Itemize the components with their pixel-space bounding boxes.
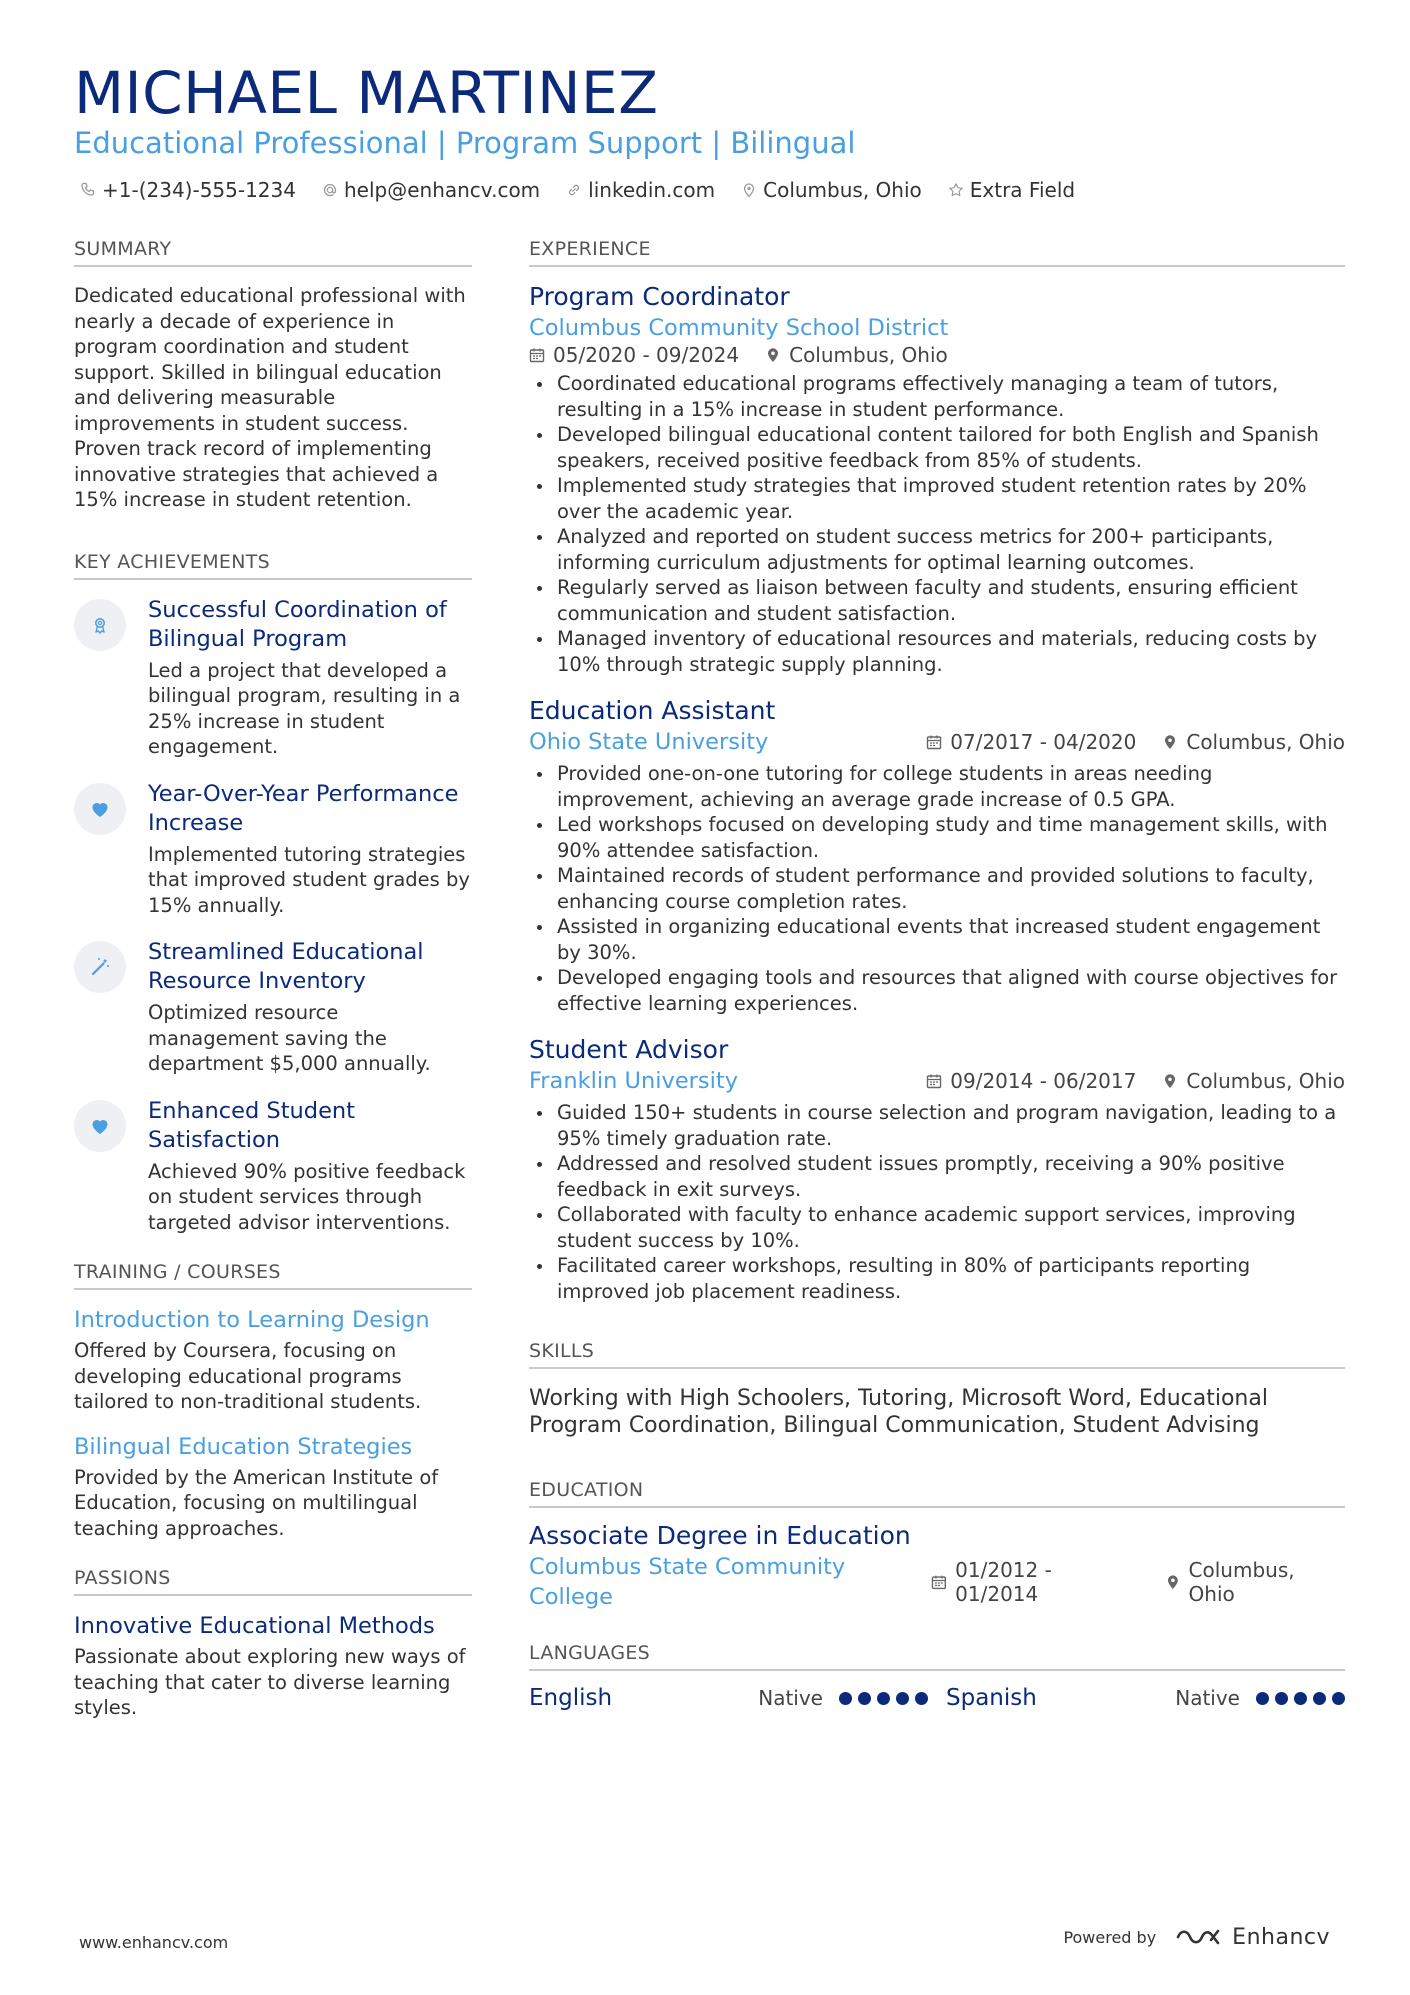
skills-text: Working with High Schoolers, Tutoring, Microsoft Word, Educational Program Coordination, Bilingual Communication, Student Advising	[529, 1386, 1268, 1438]
contact-phone-text: +1-(234)-555-1234	[102, 178, 296, 202]
achievement-title: Streamlined Educational Resource Inventory	[148, 939, 424, 994]
achievement-item	[74, 780, 472, 919]
job-bullet: Implemented study strategies that improved student retention rates by 20% over the academic year.	[529, 473, 1345, 524]
magic-wand-icon	[74, 941, 126, 993]
language-level: Native	[758, 1686, 823, 1710]
star-icon	[948, 182, 964, 198]
calendar-icon	[529, 347, 545, 363]
rating-dot	[877, 1692, 890, 1705]
left-column	[74, 238, 472, 1721]
rating-dot	[1275, 1692, 1288, 1705]
brand-logo[interactable]	[1174, 1924, 1330, 1950]
contact-extra-text: Extra Field	[969, 178, 1076, 202]
education-location-text: Columbus, Ohio	[1188, 1558, 1295, 1606]
location-icon	[741, 182, 757, 198]
education-section	[529, 1479, 1345, 1612]
job-title: Program Coordinator	[529, 282, 790, 311]
contact-linkedin[interactable]	[566, 178, 715, 202]
contact-email[interactable]	[322, 178, 540, 202]
education-location	[1165, 1558, 1345, 1606]
candidate-name: MICHAEL MARTINEZ	[74, 59, 659, 127]
achievement-item	[74, 596, 472, 760]
job-company: Franklin University	[529, 1068, 739, 1094]
link-icon	[566, 182, 582, 198]
job-title: Education Assistant	[529, 696, 776, 725]
job-bullet: Led workshops focused on developing study and time management skills, with 90% attendee satisfaction.	[529, 812, 1345, 863]
experience-heading: EXPERIENCE	[529, 238, 1345, 267]
location-icon	[1162, 734, 1178, 750]
course-item	[74, 1306, 472, 1415]
summary-heading: SUMMARY	[74, 238, 472, 267]
job-bullet: Developed bilingual educational content tailored for both English and Spanish speakers, received positive feedback from 85% of students.	[529, 422, 1345, 473]
job-bullet: Coordinated educational programs effectively managing a team of tutors, resulting in a 15% increase in student performance.	[529, 371, 1345, 422]
job-dates-text: 09/2014 - 06/2017	[950, 1069, 1137, 1093]
location-icon	[765, 347, 781, 363]
award-icon	[74, 599, 126, 651]
achievement-text: Implemented tutoring strategies that improved student grades by 15% annually.	[148, 842, 470, 917]
languages-heading: LANGUAGES	[529, 1642, 1345, 1671]
education-dates-text: 01/2012 - 01/2014	[955, 1558, 1052, 1606]
education-dates	[931, 1558, 1138, 1606]
job-meta	[926, 730, 1345, 754]
course-text: Provided by the American Institute of Education, focusing on multilingual teaching approaches.	[74, 1465, 439, 1540]
achievement-text: Led a project that developed a bilingual program, resulting in a 25% increase in student engagement.	[148, 658, 461, 758]
course-item	[74, 1433, 472, 1542]
job-location-text: Columbus, Ohio	[789, 343, 948, 367]
course-title: Introduction to Learning Design	[74, 1307, 430, 1333]
contact-extra	[948, 178, 1075, 202]
achievement-title: Successful Coordination of Bilingual Program	[148, 596, 447, 652]
rating-dot	[858, 1692, 871, 1705]
achievement-title: Year-Over-Year Performance Increase	[148, 780, 459, 836]
heart-icon	[74, 783, 126, 835]
footer-branding	[1063, 1924, 1330, 1950]
school-name: Columbus State Community College	[529, 1554, 846, 1610]
contact-location-text: Columbus, Ohio	[763, 178, 922, 202]
education-meta	[931, 1558, 1345, 1606]
job-title: Student Advisor	[529, 1035, 729, 1064]
education-heading: EDUCATION	[529, 1479, 1345, 1508]
calendar-icon	[931, 1574, 947, 1590]
course-text: Offered by Coursera, focusing on developing educational programs tailored to non-traditional students.	[74, 1339, 422, 1413]
enhancv-logo-icon	[1174, 1924, 1222, 1950]
brand-name: Enhancv	[1232, 1924, 1330, 1950]
contact-linkedin-text: linkedin.com	[588, 178, 716, 202]
job-location-text: Columbus, Ohio	[1186, 730, 1345, 754]
job-dates-text: 07/2017 - 04/2020	[950, 730, 1137, 754]
job-dates	[529, 343, 739, 367]
skills-section	[529, 1340, 1345, 1439]
rating-dot	[896, 1692, 909, 1705]
achievements-heading: KEY ACHIEVEMENTS	[74, 551, 472, 580]
achievement-item	[74, 938, 472, 1077]
rating-dot	[915, 1692, 928, 1705]
right-column	[529, 238, 1345, 1711]
job-dates	[926, 1069, 1136, 1093]
job-bullet: Developed engaging tools and resources that aligned with course objectives for effective learning experiences.	[529, 965, 1345, 1016]
job-entry	[529, 281, 1345, 677]
job-bullets	[529, 1100, 1345, 1304]
contact-bar	[80, 178, 1075, 202]
location-icon	[1165, 1574, 1181, 1590]
language-rating	[839, 1692, 928, 1705]
contact-email-text: help@enhancv.com	[343, 178, 541, 202]
skills-heading: SKILLS	[529, 1340, 1345, 1369]
job-bullet: Provided one-on-one tutoring for college students in areas needing improvement, achieving an average grade increase of 0.5 GPA.	[529, 761, 1345, 812]
rating-dot	[1313, 1692, 1326, 1705]
job-company: Columbus Community School District	[529, 315, 949, 341]
job-bullet: Facilitated career workshops, resulting in 80% of participants reporting improved job placement readiness.	[529, 1253, 1345, 1304]
calendar-icon	[926, 1073, 942, 1089]
rating-dot	[1294, 1692, 1307, 1705]
job-bullet: Analyzed and reported on student success metrics for 200+ participants, informing curriculum adjustments for optimal learning outcomes.	[529, 524, 1345, 575]
language-item	[946, 1685, 1345, 1711]
job-location	[765, 343, 948, 367]
job-dates	[926, 730, 1136, 754]
language-name: English	[529, 1685, 613, 1711]
summary-section	[74, 238, 472, 513]
job-bullets	[529, 761, 1345, 1016]
summary-text: Dedicated educational professional with nearly a decade of experience in program coordination and student support. Skilled in bilingual education and delivering measurable improvements in student success. Proven track record of implementing innovative strategies that achieved a 15% increase in student retention.	[74, 284, 466, 511]
job-bullet: Guided 150+ students in course selection and program navigation, leading to a 95% timely graduation rate.	[529, 1100, 1345, 1151]
job-bullet: Regularly served as liaison between faculty and students, ensuring efficient communication and student satisfaction.	[529, 575, 1345, 626]
job-bullet: Managed inventory of educational resources and materials, reducing costs by 10% through strategic supply planning.	[529, 626, 1345, 677]
location-icon	[1162, 1073, 1178, 1089]
languages-section	[529, 1642, 1345, 1711]
powered-by-label: Powered by	[1063, 1927, 1157, 1947]
headline: Educational Professional | Program Support | Bilingual	[74, 126, 856, 160]
job-bullets	[529, 371, 1345, 677]
job-company: Ohio State University	[529, 729, 769, 755]
achievement-title: Enhanced Student Satisfaction	[148, 1097, 356, 1153]
job-meta	[926, 1069, 1345, 1093]
job-bullet: Assisted in organizing educational events that increased student engagement by 30%.	[529, 914, 1345, 965]
rating-dot	[1332, 1692, 1345, 1705]
footer-website[interactable]: www.enhancv.com	[79, 1933, 229, 1952]
job-entry	[529, 1034, 1345, 1304]
job-entry	[529, 695, 1345, 1016]
passion-title: Innovative Educational Methods	[74, 1613, 435, 1639]
language-name: Spanish	[946, 1685, 1037, 1711]
job-meta	[529, 343, 1345, 367]
at-icon	[322, 182, 338, 198]
rating-dot	[839, 1692, 852, 1705]
job-bullet: Addressed and resolved student issues promptly, receiving a 90% positive feedback in exit surveys.	[529, 1151, 1345, 1202]
achievements-section	[74, 551, 472, 1236]
training-heading: TRAINING / COURSES	[74, 1261, 472, 1290]
job-dates-text: 05/2020 - 09/2024	[553, 343, 740, 367]
job-bullet: Collaborated with faculty to enhance academic support services, improving student success by 10%.	[529, 1202, 1345, 1253]
job-bullet: Maintained records of student performance and provided solutions to faculty, enhancing course completion rates.	[529, 863, 1345, 914]
job-location	[1162, 1069, 1345, 1093]
course-title: Bilingual Education Strategies	[74, 1433, 413, 1460]
achievement-text: Achieved 90% positive feedback on student services through targeted advisor interventions.	[148, 1159, 466, 1234]
achievement-text: Optimized resource management saving the department $5,000 annually.	[148, 1001, 431, 1075]
language-level: Native	[1175, 1686, 1240, 1710]
passions-heading: PASSIONS	[74, 1567, 472, 1596]
languages-row	[529, 1685, 1345, 1711]
training-section	[74, 1261, 472, 1541]
rating-dot	[1256, 1692, 1269, 1705]
job-location	[1162, 730, 1345, 754]
passions-section	[74, 1567, 472, 1721]
achievement-item	[74, 1097, 472, 1236]
contact-location	[741, 178, 922, 202]
job-location-text: Columbus, Ohio	[1186, 1069, 1345, 1093]
experience-section	[529, 238, 1345, 1304]
language-rating	[1256, 1692, 1345, 1705]
contact-phone[interactable]	[80, 178, 296, 202]
language-item	[529, 1685, 928, 1711]
passion-text: Passionate about exploring new ways of teaching that cater to diverse learning styles.	[74, 1645, 466, 1719]
calendar-icon	[926, 734, 942, 750]
phone-icon	[80, 182, 96, 198]
heart-icon	[74, 1100, 126, 1152]
degree-title: Associate Degree in Education	[529, 1521, 911, 1550]
